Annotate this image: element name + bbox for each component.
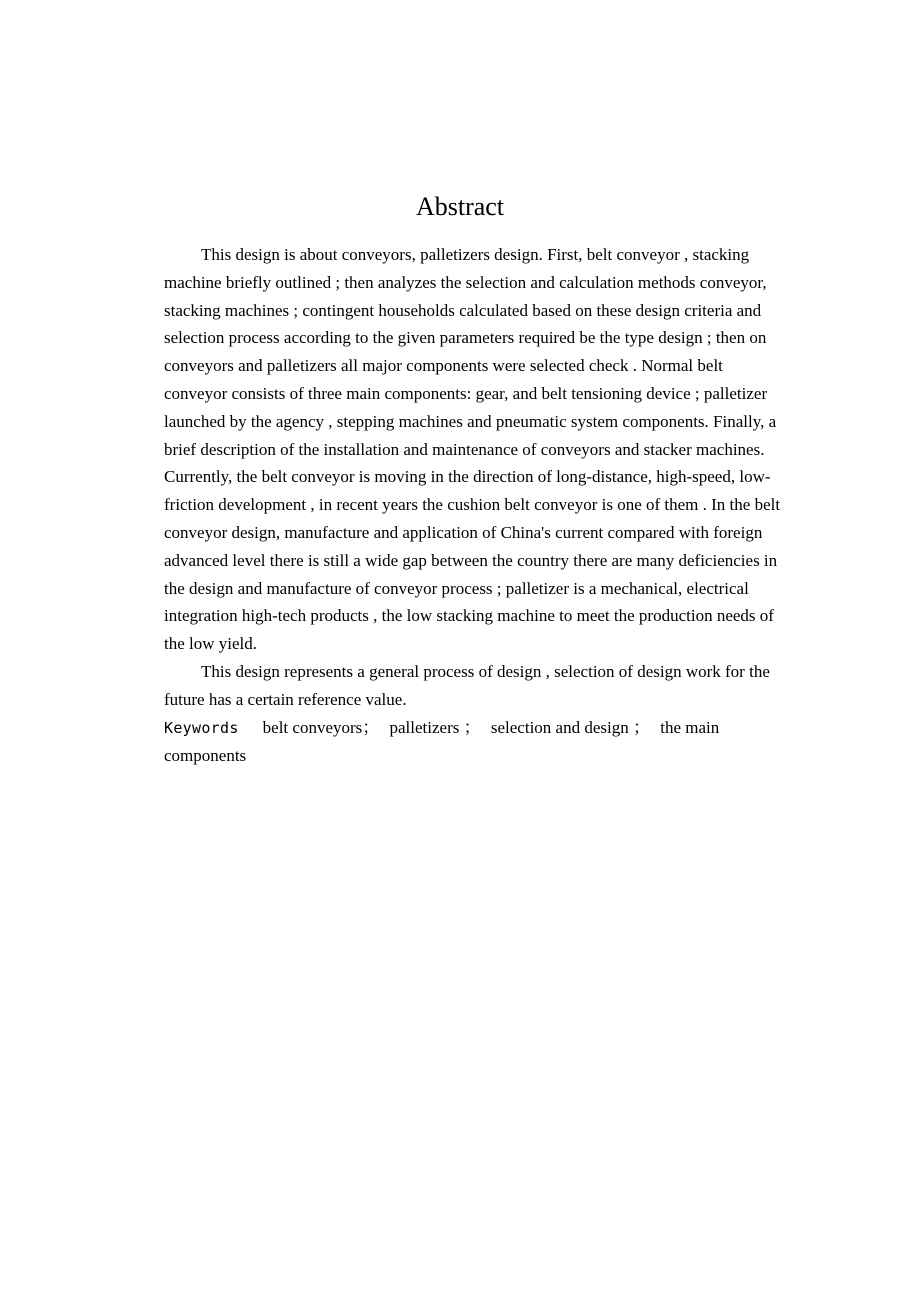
keywords-label: Keywords xyxy=(164,718,239,737)
abstract-body xyxy=(164,241,784,770)
keyword-item: selection and design ； xyxy=(490,717,650,737)
abstract-paragraph-1: This design is about conveyors, palletizers design. First, belt conveyor , stacking machine briefly outlined ; then analyzes the selection and calculation methods conveyor, stacking machines ; contingent households calculated based on these design criteria and selection process according to the given parameters required be the type design ; then on conveyors and palletizers all major components were selected check . Normal belt conveyor consists of three main components: gear, and belt tensioning device ; palletizer launched by the agency , stepping machines and pneumatic system components. Finally, a brief description of the installation and maintenance of conveyors and stacker machines. Currently, the belt conveyor is moving in the direction of long-distance, high-speed, low-friction development , in recent years the cushion belt conveyor is one of them . In the belt conveyor design, manufacture and application of China's current compared with foreign advanced level there is still a wide gap between the country there are many deficiencies in the design and manufacture of conveyor process ; palletizer is a mechanical, electrical integration high-tech products , the low stacking machine to meet the production needs of the low yield. xyxy=(164,245,781,654)
keyword-item: palletizers ； xyxy=(389,717,481,737)
keyword-item: belt conveyors； xyxy=(262,717,380,737)
abstract-paragraph-2: This design represents a general process of design , selection of design work for the future has a certain reference value. xyxy=(164,661,770,709)
abstract-title: Abstract xyxy=(415,192,505,221)
keyword-item: the main components xyxy=(164,717,720,766)
keywords-line xyxy=(164,714,784,771)
